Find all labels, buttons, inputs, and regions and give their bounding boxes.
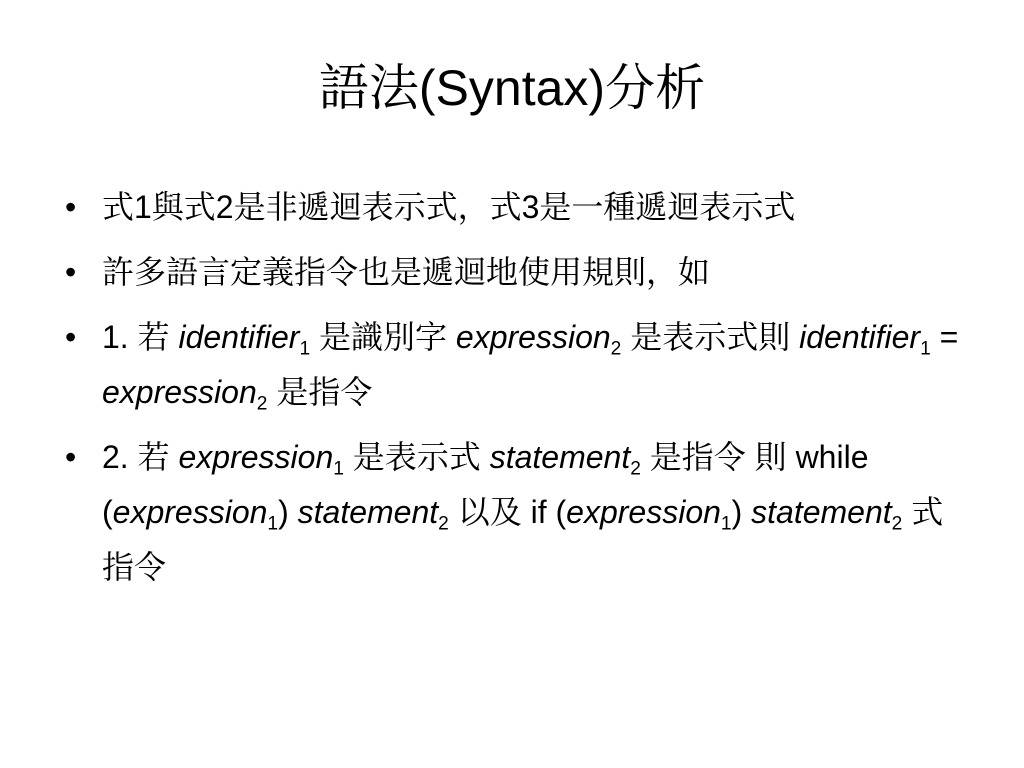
italic-term: expression bbox=[102, 374, 257, 410]
bullet-text: 是指令 bbox=[267, 374, 373, 410]
italic-term: identifier bbox=[178, 319, 300, 355]
subscript: 2 bbox=[610, 338, 622, 360]
bullet-text: ) bbox=[731, 494, 752, 530]
bullet-item-3 bbox=[65, 310, 960, 420]
bullet-marker: • bbox=[65, 439, 77, 475]
bullet-text: 1. 若 bbox=[102, 319, 179, 355]
bullet-text: = bbox=[930, 319, 959, 355]
subscript: 2 bbox=[891, 513, 903, 535]
bullet-text: 是表示式 bbox=[343, 439, 490, 475]
subscript: 2 bbox=[630, 458, 641, 480]
bullet-text: 是指令 則 while ( bbox=[102, 439, 869, 530]
bullet-item-4 bbox=[65, 430, 960, 595]
bullet-text: 是表示式則 bbox=[621, 319, 800, 355]
italic-term: statement bbox=[489, 439, 631, 475]
subscript: 1 bbox=[720, 513, 732, 535]
bullet-list bbox=[65, 180, 960, 605]
bullet-marker: • bbox=[65, 189, 77, 225]
bullet-item-1 bbox=[65, 180, 960, 235]
italic-term: expression bbox=[178, 439, 334, 475]
subscript: 1 bbox=[267, 513, 279, 535]
bullet-text: 是識別字 bbox=[310, 319, 456, 355]
bullet-text: ) bbox=[278, 494, 298, 530]
italic-term: statement bbox=[297, 494, 439, 530]
subscript: 1 bbox=[333, 458, 344, 480]
bullet-item-2 bbox=[65, 245, 960, 300]
bullet-marker: • bbox=[65, 319, 77, 355]
bullet-text: 2. 若 bbox=[102, 439, 179, 475]
subscript: 1 bbox=[920, 338, 931, 360]
bullet-text: 以及 if ( bbox=[448, 494, 567, 530]
italic-term: identifier bbox=[799, 319, 921, 355]
italic-term: statement bbox=[751, 494, 892, 530]
subscript: 2 bbox=[438, 513, 449, 535]
italic-term: expression bbox=[566, 494, 721, 530]
bullet-text: 式指令 bbox=[102, 494, 944, 585]
subscript: 1 bbox=[299, 338, 311, 360]
bullet-marker: • bbox=[65, 254, 77, 290]
bullet-text: 式1與式2是非遞迴表示式，式3是一種遞迴表示式 bbox=[102, 189, 796, 225]
slide-title: 語法(Syntax)分析 bbox=[318, 60, 706, 116]
bullet-text: 許多語言定義指令也是遞迴地使用規則，如 bbox=[102, 254, 711, 290]
italic-term: expression bbox=[455, 319, 611, 355]
italic-term: expression bbox=[112, 494, 268, 530]
subscript: 2 bbox=[256, 393, 268, 415]
